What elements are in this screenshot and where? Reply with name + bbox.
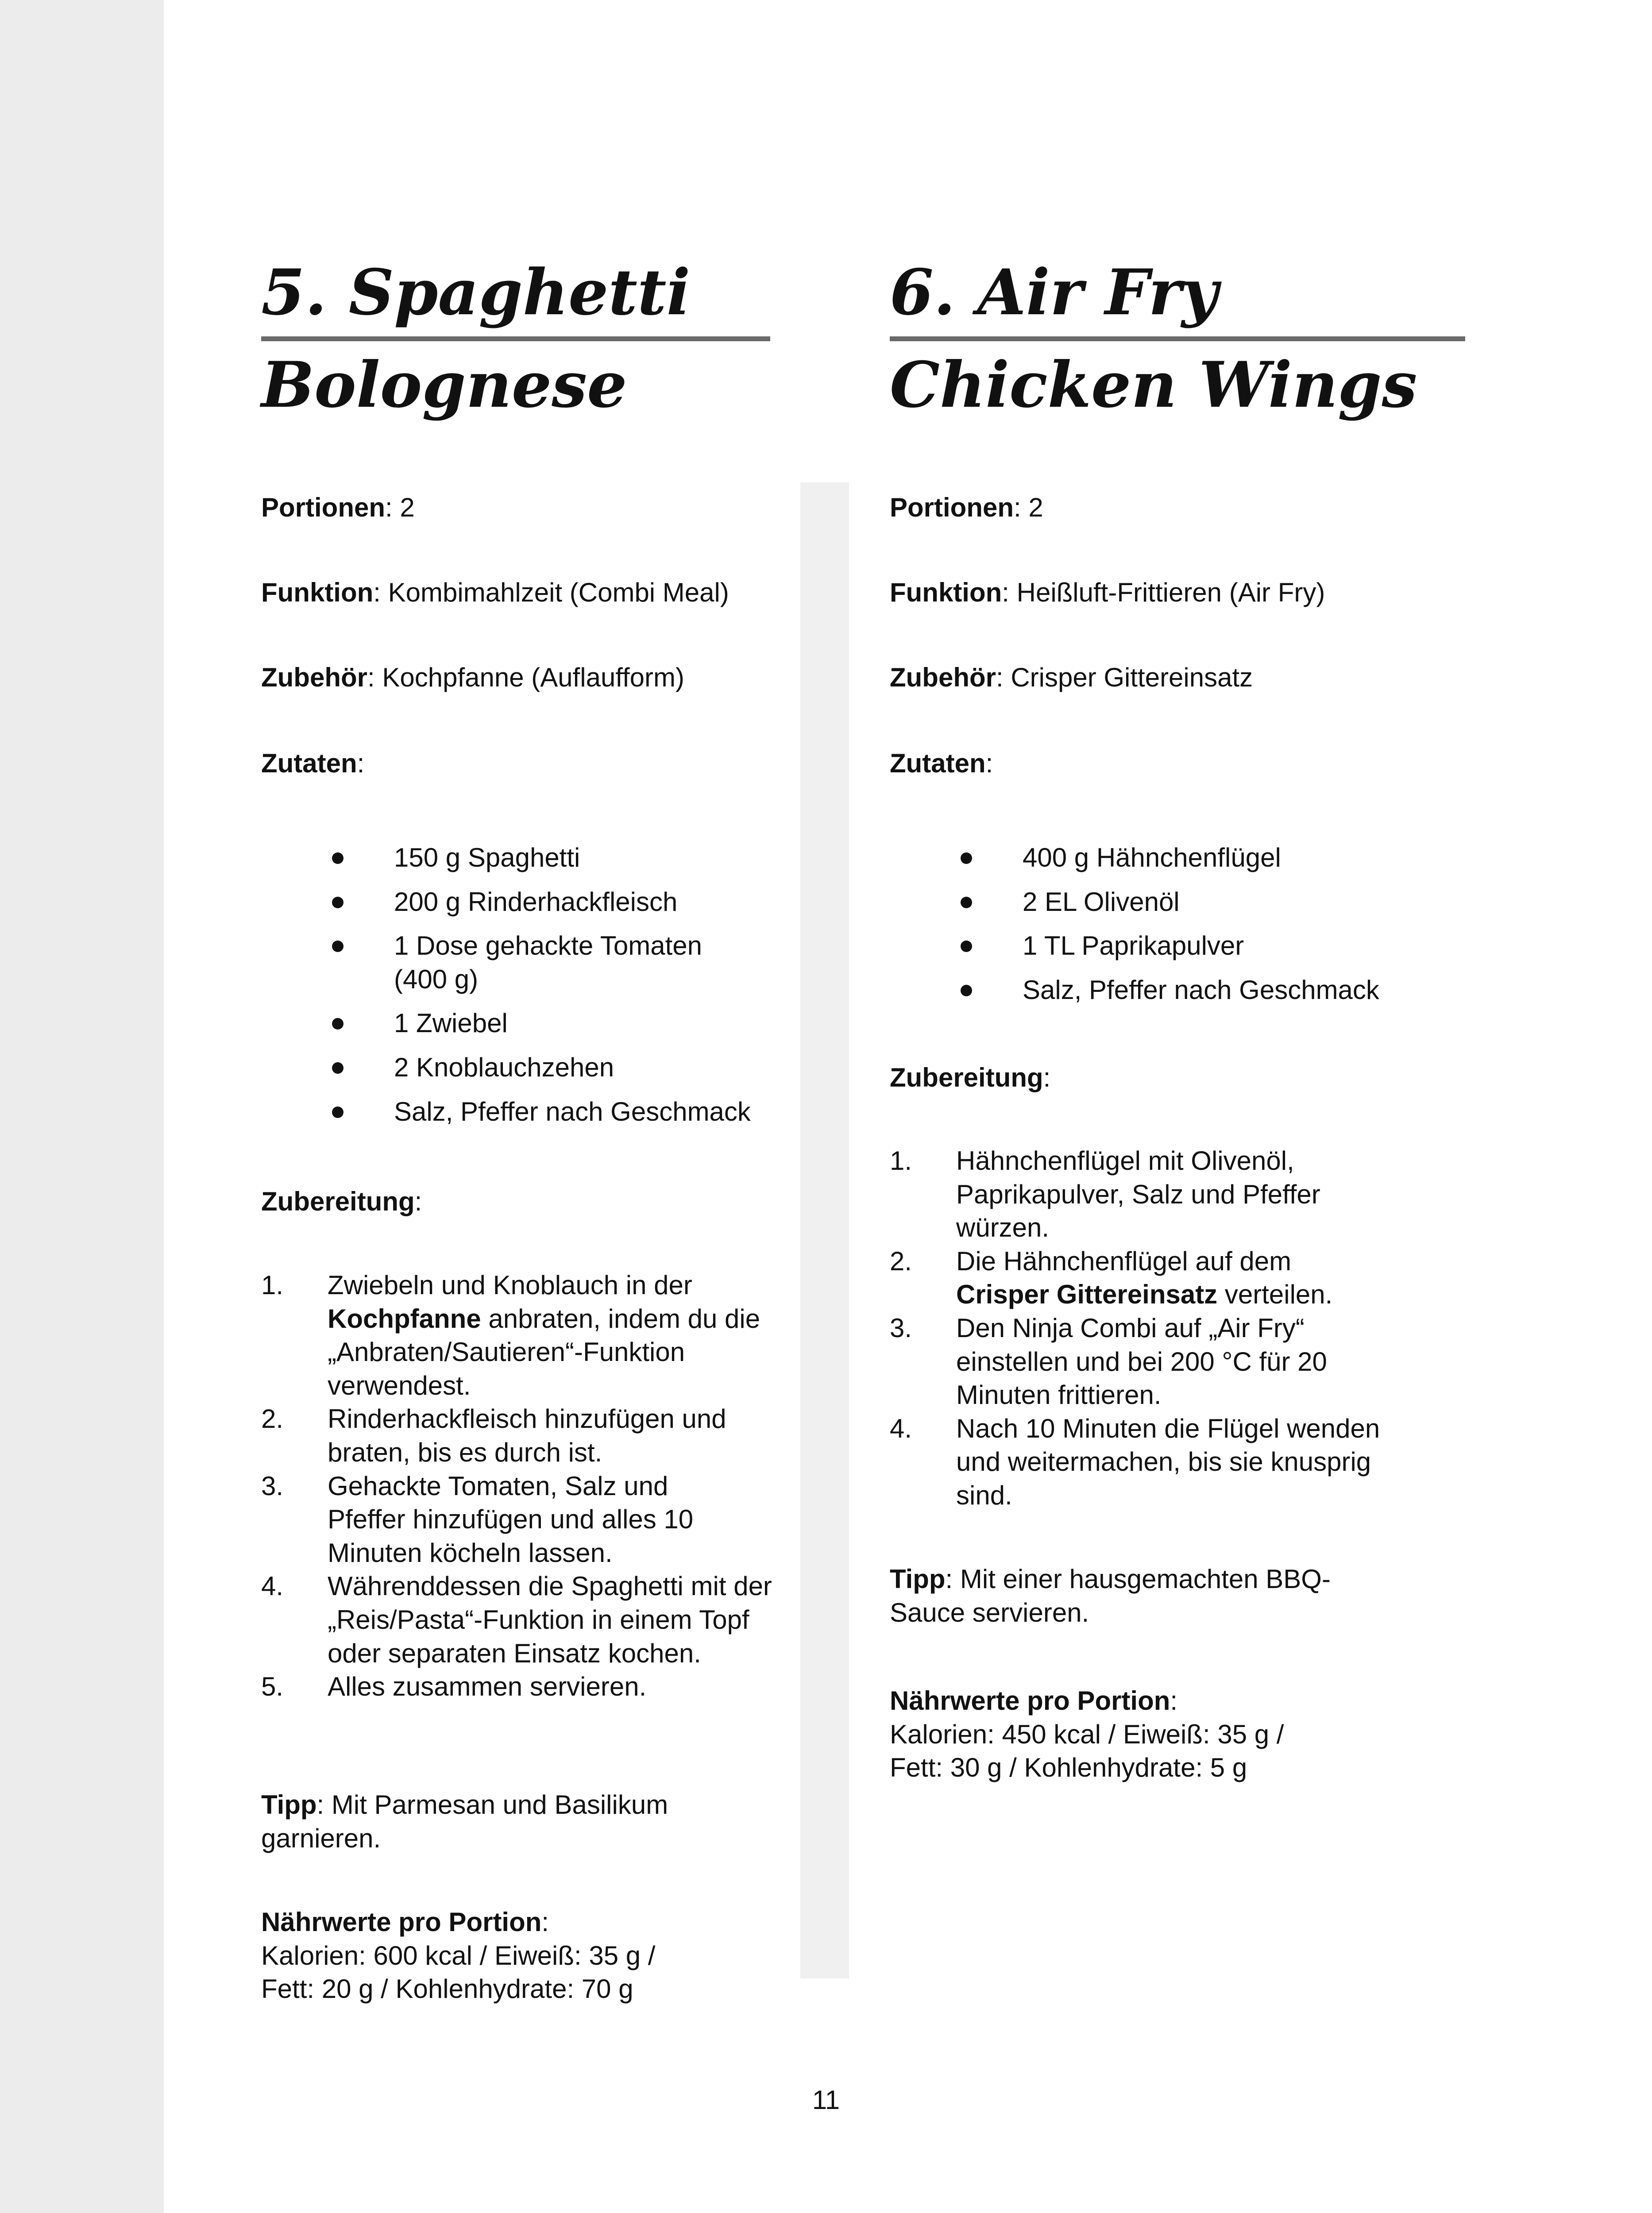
- list-item: [261, 929, 784, 996]
- ingredient-text: 1 Zwiebel: [394, 1008, 508, 1038]
- bullet-icon: [332, 852, 344, 864]
- step-item: [890, 1412, 1386, 1512]
- bullet-icon: [961, 941, 972, 952]
- list-item: [890, 885, 1465, 919]
- nutrition-line1: Kalorien: 600 kcal / Eiweiß: 35 g /: [261, 1940, 656, 1970]
- nutrition-line2: Fett: 30 g / Kohlenhydrate: 5 g: [890, 1753, 1247, 1783]
- list-item: [261, 1006, 784, 1040]
- function-line: [890, 575, 1325, 610]
- function-value: : Heißluft-Frittieren (Air Fry): [1002, 578, 1325, 607]
- step-number: 3.: [890, 1313, 912, 1343]
- step-text: Zwiebeln und Knoblauch in der: [328, 1270, 692, 1300]
- step-item: [890, 1245, 1386, 1311]
- list-item: [261, 1095, 784, 1129]
- servings-value: : 2: [385, 493, 415, 522]
- function-label: Funktion: [261, 578, 374, 607]
- step-item: [261, 1402, 775, 1469]
- accessory-label: Zubehör: [890, 663, 996, 692]
- servings-label: Portionen: [261, 493, 385, 522]
- accessory-line: [261, 660, 684, 695]
- ingredients-heading: [890, 746, 993, 781]
- nutrition-label: Nährwerte pro Portion: [261, 1907, 542, 1937]
- nutrition-colon: :: [1170, 1686, 1178, 1716]
- step-text: Gehackte Tomaten, Salz und Pfeffer hinzufügen und alles 10 Minuten köcheln lassen.: [328, 1471, 694, 1568]
- bullet-icon: [332, 1018, 344, 1029]
- step-text: Den Ninja Combi auf „Air Fry“ einstellen und bei 200 °C für 20 Minuten frittieren.: [956, 1313, 1327, 1410]
- title-underline: [261, 336, 770, 341]
- step-text: Hähnchenflügel mit Olivenöl, Paprikapulver, Salz und Pfeffer würzen.: [956, 1146, 1320, 1243]
- step-item: [890, 1311, 1386, 1412]
- function-value: : Kombimahlzeit (Combi Meal): [373, 578, 729, 607]
- accessory-value: : Kochpfanne (Auflaufform): [367, 663, 684, 692]
- list-item: [261, 1051, 784, 1084]
- step-item: [261, 1268, 775, 1402]
- accessory-label: Zubehör: [261, 663, 367, 692]
- step-text: Die Hähnchenflügel auf dem: [956, 1246, 1292, 1276]
- preparation-colon: :: [414, 1187, 422, 1216]
- step-text: Alles zusammen servieren.: [328, 1672, 647, 1702]
- accessory-value: : Crisper Gittereinsatz: [996, 663, 1253, 692]
- step-text: anbraten, indem du die „Anbraten/Sautieren“-Funktion verwendest.: [328, 1303, 760, 1400]
- ingredients-label: Zutaten: [890, 748, 986, 778]
- recipe-title-line1: 5. Spaghetti: [261, 256, 691, 329]
- servings-value: : 2: [1014, 493, 1043, 522]
- step-item: [261, 1469, 775, 1570]
- step-number: 5.: [261, 1672, 284, 1702]
- servings-line: [261, 490, 415, 525]
- ingredient-list: [890, 841, 1465, 1017]
- ingredient-text: 200 g Rinderhackfleisch: [394, 887, 678, 917]
- preparation-steps: [890, 1144, 1386, 1512]
- tip-text: : Mit Parmesan und Basilikum garnieren.: [261, 1790, 668, 1853]
- nutrition-colon: :: [541, 1907, 549, 1937]
- preparation-label: Zubereitung: [890, 1063, 1043, 1092]
- step-text: verteilen.: [1217, 1280, 1333, 1310]
- ingredient-text: Salz, Pfeffer nach Geschmack: [1023, 975, 1379, 1005]
- function-label: Funktion: [890, 578, 1002, 607]
- list-item: [890, 973, 1465, 1007]
- bullet-icon: [961, 852, 972, 864]
- nutrition-block: [261, 1905, 770, 2006]
- nutrition-label: Nährwerte pro Portion: [890, 1686, 1170, 1716]
- nutrition-line2: Fett: 20 g / Kohlenhydrate: 70 g: [261, 1974, 633, 2004]
- list-item: [261, 841, 784, 875]
- step-number: 2.: [261, 1404, 284, 1434]
- nutrition-block: [890, 1684, 1399, 1785]
- page-margin-strip: [0, 0, 164, 2213]
- bullet-icon: [332, 1106, 344, 1118]
- ingredients-colon: :: [357, 748, 365, 778]
- ingredient-list: [261, 841, 784, 1139]
- step-text: Rinderhackfleisch hinzufügen und braten, bis es durch ist.: [328, 1404, 726, 1467]
- bullet-icon: [961, 897, 972, 908]
- ingredient-text: 1 Dose gehackte Tomaten (400 g): [394, 931, 702, 994]
- preparation-heading: [261, 1184, 422, 1219]
- nutrition-line1: Kalorien: 450 kcal / Eiweiß: 35 g /: [890, 1719, 1284, 1749]
- preparation-heading: [890, 1060, 1050, 1095]
- step-number: 4.: [890, 1413, 912, 1443]
- step-number: 1.: [261, 1270, 284, 1300]
- function-line: [261, 575, 729, 610]
- step-item: [261, 1569, 775, 1670]
- ingredient-text: 150 g Spaghetti: [394, 843, 580, 872]
- page-number: 11: [812, 2085, 840, 2115]
- tip-text: : Mit einer hausgemachten BBQ-Sauce servieren.: [890, 1564, 1331, 1627]
- ingredient-text: 1 TL Paprikapulver: [1023, 931, 1244, 961]
- servings-label: Portionen: [890, 493, 1014, 522]
- recipe-title-line1: 6. Air Fry: [890, 256, 1218, 329]
- ingredient-text: 2 Knoblauchzehen: [394, 1052, 614, 1082]
- tip-label: Tipp: [890, 1564, 946, 1594]
- column-divider: [800, 482, 849, 1978]
- recipe-title-line2: Chicken Wings: [890, 348, 1417, 422]
- preparation-steps: [261, 1268, 775, 1704]
- step-text-bold: Crisper Gittereinsatz: [956, 1280, 1218, 1310]
- ingredient-text: Salz, Pfeffer nach Geschmack: [394, 1096, 751, 1126]
- step-number: 2.: [890, 1246, 912, 1276]
- list-item: [261, 885, 784, 919]
- step-number: 4.: [261, 1571, 284, 1601]
- ingredients-label: Zutaten: [261, 748, 357, 778]
- step-number: 3.: [261, 1471, 284, 1501]
- step-number: 1.: [890, 1146, 912, 1176]
- bullet-icon: [332, 897, 344, 908]
- ingredient-text: 400 g Hähnchenflügel: [1023, 843, 1281, 872]
- step-text: Währenddessen die Spaghetti mit der „Reis/Pasta“-Funktion in einem Topf oder separaten Einsatz kochen.: [328, 1571, 772, 1668]
- bullet-icon: [961, 985, 972, 996]
- bullet-icon: [332, 941, 344, 952]
- servings-line: [890, 490, 1043, 525]
- list-item: [890, 841, 1465, 875]
- title-underline: [890, 336, 1465, 341]
- bullet-icon: [332, 1062, 344, 1074]
- recipe-air-fry-chicken-wings: [890, 256, 1465, 422]
- tip-label: Tipp: [261, 1790, 317, 1820]
- list-item: [890, 929, 1465, 963]
- ingredient-text: 2 EL Olivenöl: [1023, 887, 1180, 917]
- ingredients-colon: :: [985, 748, 993, 778]
- step-text: Nach 10 Minuten die Flügel wenden und weitermachen, bis sie knusprig sind.: [956, 1413, 1380, 1510]
- recipe-spaghetti-bolognese: [261, 256, 770, 422]
- preparation-colon: :: [1043, 1063, 1051, 1092]
- step-item: [261, 1670, 775, 1704]
- preparation-label: Zubereitung: [261, 1187, 415, 1216]
- tip-paragraph: [261, 1788, 726, 1855]
- ingredients-heading: [261, 746, 364, 781]
- recipe-title-line2: Bolognese: [261, 348, 627, 422]
- tip-paragraph: [890, 1562, 1368, 1629]
- step-item: [890, 1144, 1386, 1245]
- accessory-line: [890, 660, 1253, 695]
- step-text-bold: Kochpfanne: [328, 1303, 481, 1334]
